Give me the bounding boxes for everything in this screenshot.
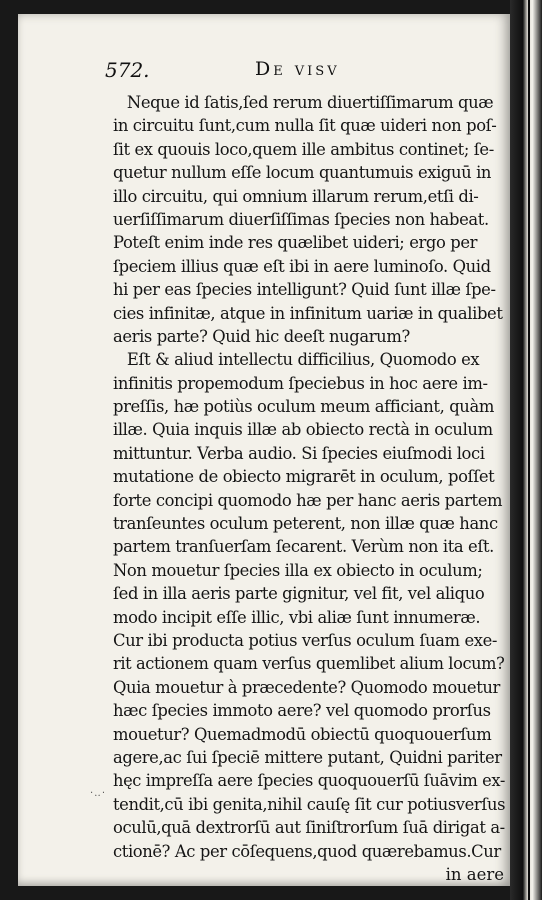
text-line: hi per eas ſpecies intelligunt? Quid ſunt illæ ſpe- [113, 280, 496, 300]
text-line: ſit ex quouis loco,quem ille ambitus continet; ſe- [113, 139, 494, 159]
text-line: Poteſt enim inde res quælibet uideri; ergo per [113, 233, 478, 253]
text-line: uerſiſſimarum diuerſiſſimas ſpecies non habeat. [113, 209, 489, 229]
text-line: tranſeuntes oculum peterent, non illæ quæ hanc [113, 514, 498, 534]
text-line: Cur ibi producta potius verſus oculum ſuam exe- [113, 630, 498, 650]
gutter-shadow-line [528, 0, 530, 900]
text-line: mittuntur. Verba audio. Si ſpecies eiuſmodi loci [113, 443, 485, 463]
catchword: in aere [445, 864, 504, 884]
running-head: De visv [255, 58, 340, 80]
text-line: partem tranſuerſam ſecarent. Verùm non ita eſt. [113, 537, 495, 557]
margin-mark: ‧‥‧ [90, 788, 107, 799]
text-line: Non mouetur ſpecies illa ex obiecto in oculum; [113, 560, 483, 580]
text-line: forte concipi quomodo hæ per hanc aeris partem [113, 490, 503, 510]
text-line: ſed in illa aeris parte gignitur, vel fit, vel aliquo [113, 584, 485, 604]
facing-page-gutter [510, 0, 542, 900]
text-line: hæc ſpecies immoto aere? vel quomodo prorſus [113, 701, 491, 721]
text-line: mouetur? Quemadmodū obiectū quoquouerſum [113, 724, 492, 744]
page-number: 572. [105, 58, 150, 82]
text-line: tendit,cū ibi genita,nihil cauſę ſit cur potiusverſus [113, 794, 506, 814]
text-line: rit actionem quam verſus quemlibet alium locum? [113, 654, 505, 674]
text-line: illæ. Quia inquis illæ ab obiecto rectà in oculum [113, 420, 493, 440]
text-line: agere,ac ſui ſpeciē mittere putant, Quidni pariter [113, 747, 502, 767]
text-line: mutatione de obiecto migrarēt in oculum, poſſet [113, 467, 495, 487]
page-header [105, 58, 445, 88]
text-line: hęc impreſſa aere ſpecies quoquouerſū ſuāvim ex- [113, 771, 505, 791]
text-line: infinitis propemodum ſpeciebus in hoc aere im- [113, 373, 488, 393]
text-line: Neque id ſatis,ſed rerum diuertiſſimarum quæ [126, 93, 494, 112]
text-line: preſſis, hæ potiùs oculum meum afficiant, quàm [113, 397, 494, 417]
text-line: in circuitu ſunt,cum nulla ſit quæ uideri non poſ- [113, 116, 497, 136]
text-line: illo circuitu, qui omnium illarum rerum,etſi di- [113, 186, 479, 206]
text-line: oculū,quā dextrorſū aut ſiniſtrorſum ſuā dirigat a- [113, 818, 505, 838]
text-line: Quia mouetur à præcedente? Quomodo mouetur [113, 677, 500, 697]
text-line: ſpeciem illius quæ eſt ibi in aere luminoſo. Quid [113, 256, 491, 276]
text-line: cies infinitæ, atque in infinitum uariæ in qualibet [113, 303, 503, 323]
text-line: Eſt & aliud intellectu difficilius, Quomodo ex [126, 350, 480, 370]
text-line: modo incipit eſſe illic, vbi aliæ ſunt innumeræ. [113, 607, 481, 627]
text-line: ctionē? Ac per cōſequens,quod quærebamus.Cur [113, 841, 501, 861]
body-text [113, 91, 508, 886]
text-line: aeris parte? Quid hic deeſt nugarum? [113, 326, 410, 346]
text-line: quetur nullum eſſe locum quantumuis exiguū in [113, 163, 492, 183]
